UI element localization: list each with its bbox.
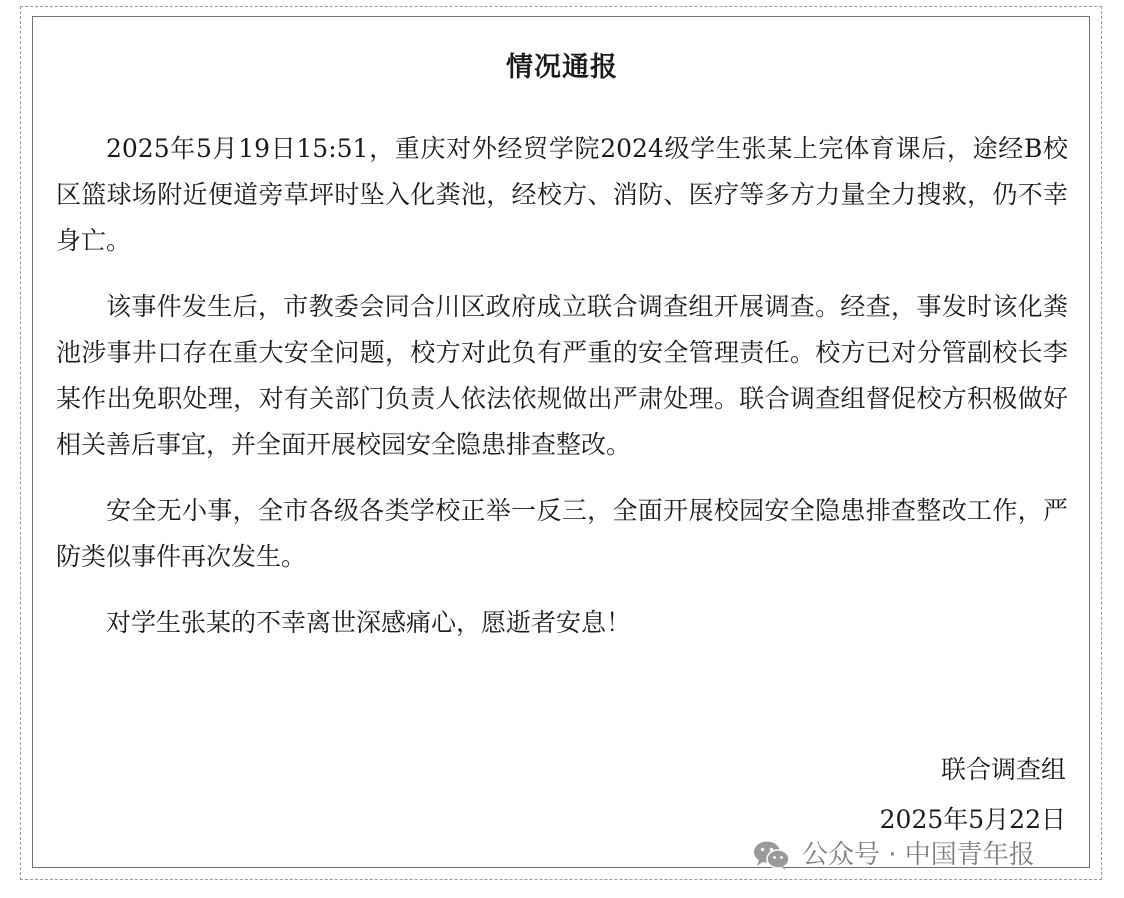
document-title: 情况通报 <box>506 52 618 83</box>
watermark-text: 公众号 · 中国青年报 <box>802 840 1035 870</box>
paragraph-investigation: 该事件发生后，市教委会同合川区政府成立联合调查组开展调查。经查，事发时该化粪池涉事井口存在重大安全问题，校方对此负有严重的安全管理责任。校方已对分管副校长李某作出免职处理，对有关部门负责人依法依规做出严肃处理。联合调查组督促校方积极做好相关善后事宜，并全面开展校园安全隐患排查整改。 <box>56 292 1068 459</box>
paragraph-incident: 2025年5月19日15:51，重庆对外经贸学院2024级学生张某上完体育课后，途经B校区篮球场附近便道旁草坪时坠入化粪池，经校方、消防、医疗等多方力量全力搜救，仍不幸身亡。 <box>56 134 1068 255</box>
signature-date: 2025年5月22日 <box>879 805 1066 834</box>
wechat-icon <box>752 839 792 871</box>
document-body <box>56 126 1068 666</box>
paragraph-safety: 安全无小事，全市各级各类学校正举一反三，全面开展校园安全隐患排查整改工作，严防类似事件再次发生。 <box>56 496 1068 571</box>
paragraph-condolence: 对学生张某的不幸离世深感痛心，愿逝者安息！ <box>106 608 632 637</box>
watermark <box>752 834 1035 876</box>
signature-organization: 联合调查组 <box>940 755 1066 784</box>
